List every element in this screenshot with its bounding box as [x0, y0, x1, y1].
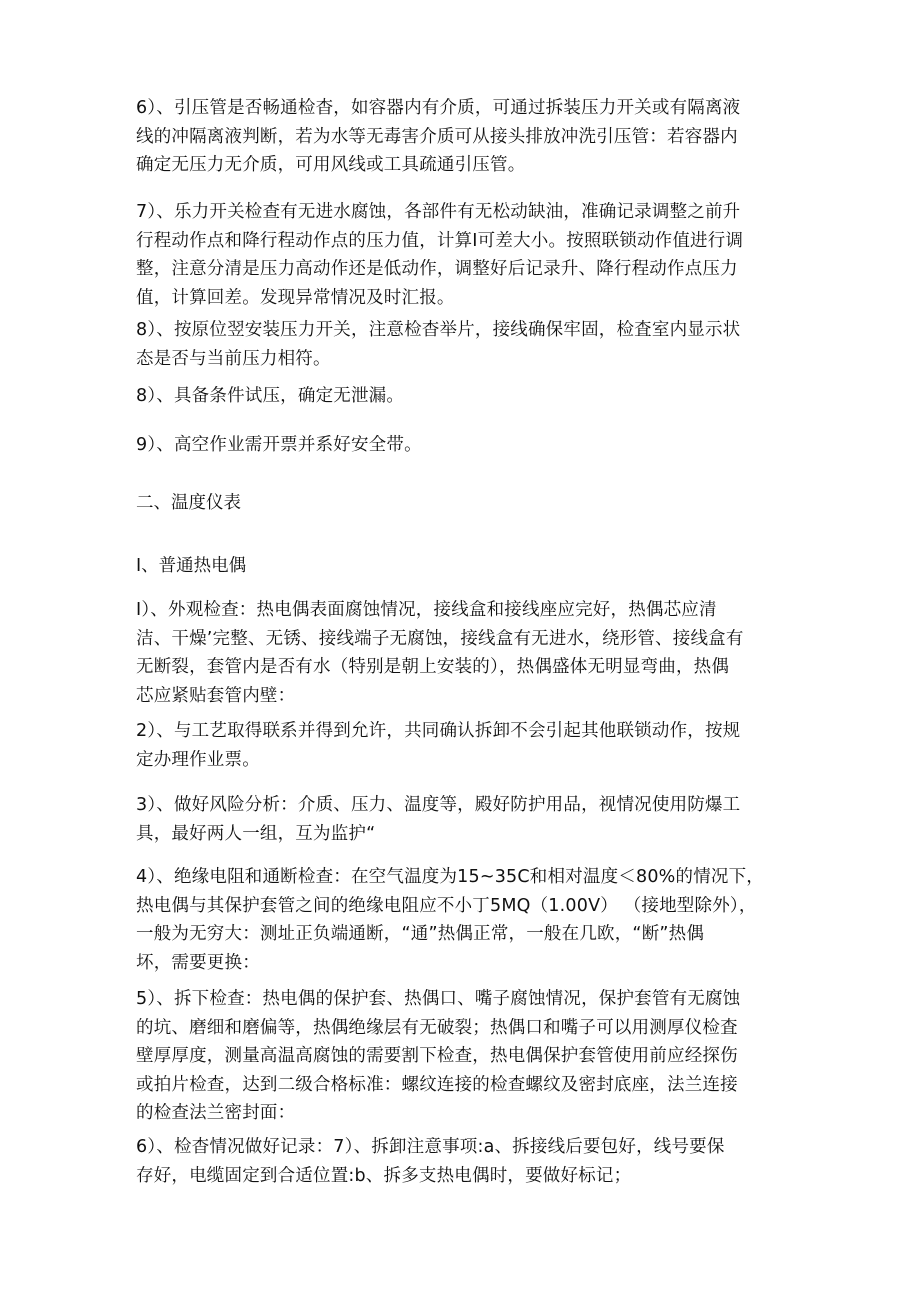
paragraph-step-9 [136, 431, 422, 460]
text-line: 9）、高空作业需开票并系好安全带。 [136, 435, 422, 455]
text-line: 3）、做好风险分析：介质、压力、温度等，殿好防护用品，视情况使用防爆工 [136, 795, 741, 815]
paragraph-check-3 [136, 791, 740, 848]
paragraph-step-6 [136, 94, 740, 180]
paragraph-step-8b [136, 382, 404, 411]
text-line: 存好，电缆固定到合适位置:b、拆多支热电偶时，要做好标记； [136, 1165, 632, 1186]
text-line: 洁、干燥’完整、无锈、接线端子无腐蚀，接线盒有无进水，绕形管、接线盒有 [136, 628, 744, 649]
text-line: 芯应紧贴套管内壁： [136, 685, 296, 706]
text-line: 8）、按原位翌安装压力开关，注意检杳举片，接线确保牢固，检査室内显示状 [136, 320, 741, 340]
text-line: 一般为无穷大：测址正负端通断，“通”热偶正常，一般在几欧，“断”热偶 [136, 924, 705, 944]
text-line: 确定无压力无介质，可用风线或工具疏通引压管。 [136, 155, 526, 175]
text-line: 定办理作业票。 [136, 749, 260, 770]
paragraph-check-2 [136, 717, 740, 774]
text-line: 无断裂，套管内是否有水（特别是朝上安装的），热偶盛体无明显弯曲，热偶 [136, 657, 730, 677]
text-line: 5）、拆下检查：热电偶的保护套、热偶口、嘴子腐蚀情况，保护套管有无腐蚀 [136, 989, 741, 1009]
text-line: 坏，需要更换： [136, 952, 260, 973]
paragraph-check-6 [136, 1133, 725, 1190]
text-line: 线的冲隔离液判断，若为水等无毒害介质可从接头排放冲洗引压管：若容器内 [136, 126, 738, 147]
subsection-heading: I、普通热电偶 [136, 556, 247, 576]
text-line: 壁厚厚度，测量高温高腐蚀的需要割下检查，热电偶保护套管使用前应经探伤 [136, 1046, 738, 1066]
text-line: 热电偶与其保护套管之间的绝缘电阻应不小丁5MQ（1.00V） （接地型除外）， [136, 895, 757, 916]
paragraph-step-8a [136, 316, 740, 373]
text-line: 4）、绝缘电阻和通断检查：在空气温度为15~35C和相对温度＜80%的情况下， [136, 867, 764, 887]
paragraph-check-1 [136, 596, 744, 710]
text-line: 态是否与当前压力相符。 [136, 348, 331, 369]
text-line: 行程动作点和降行程动作点的压力值，计算I可差大小。按照联锁动作值进行调 [136, 230, 744, 251]
text-line: 整，注意分清是压力高动作还是低动作，调整好后记录升、降行程动作点压力 [136, 259, 738, 279]
paragraph-check-5 [136, 985, 740, 1128]
section-heading: 二、温度仪表 [136, 493, 241, 513]
text-line: 2）、与工艺取得联系并得到允许，共同确认拆卸不会引起其他联锁动作，按规 [136, 721, 741, 741]
text-line: 8）、具备条件试压，确定无泄漏。 [136, 386, 405, 406]
text-line: 具，最好两人一组，互为监护“ [136, 823, 376, 844]
text-line: 的坑、磨细和磨偏等，热偶绝缘层有无破裂；热偶口和嘴子可以用测厚仪检査 [136, 1017, 738, 1038]
text-line: I）、外观检查：热电偶表面腐蚀情况，接线盒和接线座应完好，热偶芯应清 [136, 600, 717, 620]
paragraph-step-7 [136, 198, 743, 312]
text-line: 的检查法兰密封面： [136, 1103, 296, 1123]
text-line: 6）、检杳情况做好记录：7）、拆卸注意事项:a、拆接线后要包好，线号要保 [136, 1137, 725, 1157]
text-line: 或拍片检查，达到二级合格标准：螺纹连接的检查螺纹及密封底座，法兰连接 [136, 1074, 738, 1095]
text-line: 值，计算回差。发现异常情况及时汇报。 [136, 287, 455, 308]
paragraph-check-4 [136, 863, 764, 977]
text-line: 7）、乐力开关检查有无进水腐蚀，各部件有无松动缺油，准确记录调整之前升 [136, 202, 741, 222]
text-line: 6）、引压管是否畅通检杳，如容器内有介质，可通过拆装压力开关或有隔离液 [136, 98, 741, 118]
